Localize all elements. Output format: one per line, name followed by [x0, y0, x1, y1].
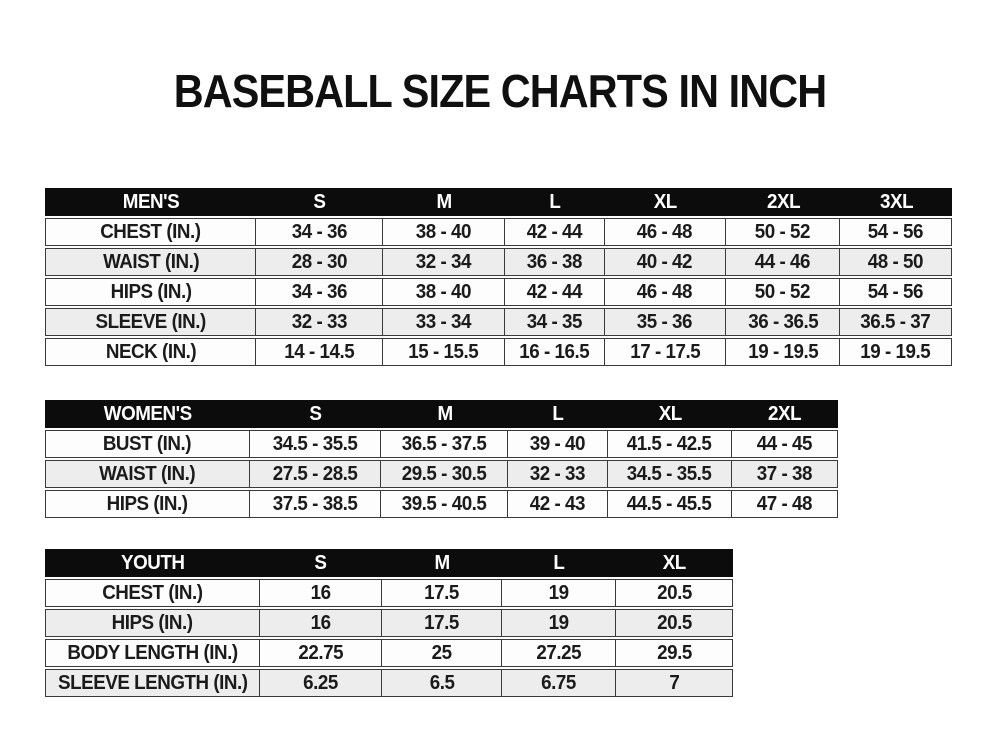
womens-value-cell-text: 37 - 38: [756, 462, 812, 485]
mens-value-cell-text: 36 - 36.5: [747, 310, 818, 333]
mens-value-cell-text: 50 - 52: [755, 280, 811, 303]
womens-size-header-s-text: S: [309, 402, 322, 425]
womens-size-header-l-text: L: [552, 402, 564, 425]
youth-value-cell: [382, 669, 502, 697]
mens-size-header-3xl-text: 3XL: [879, 190, 913, 213]
mens-size-header-s-text: S: [313, 190, 326, 213]
youth-value-cell: [502, 669, 616, 697]
mens-size-header-s: [256, 188, 383, 216]
mens-value-cell-text: 42 - 44: [526, 220, 582, 243]
youth-size-header-l-text: L: [553, 551, 565, 574]
youth-size-header-m: [382, 549, 502, 577]
mens-size-header-m-text: M: [436, 190, 452, 213]
mens-value-cell: [840, 308, 952, 336]
mens-value-cell-text: 46 - 48: [637, 220, 693, 243]
mens-value-cell-text: 34 - 35: [526, 310, 582, 333]
youth-measurement-row: [45, 609, 733, 637]
womens-row-label: [45, 490, 250, 518]
mens-value-cell-text: 40 - 42: [637, 250, 693, 273]
mens-row-label-text: WAIST (IN.): [102, 250, 199, 273]
youth-value-cell-text: 25: [431, 641, 452, 664]
mens-value-cell-text: 35 - 36: [637, 310, 693, 333]
womens-measurement-row: [45, 460, 838, 488]
youth-value-cell-text: 16: [310, 611, 331, 634]
mens-value-cell-text: 46 - 48: [637, 280, 693, 303]
youth-row-label: [45, 639, 260, 667]
youth-size-header-l: [502, 549, 616, 577]
womens-size-header-2xl: [732, 400, 838, 428]
youth-row-label-text: HIPS (IN.): [111, 611, 193, 634]
youth-size-header-m-text: M: [434, 551, 450, 574]
mens-value-cell: [505, 338, 605, 366]
womens-size-header-l: [508, 400, 608, 428]
womens-value-cell: [250, 430, 382, 458]
mens-value-cell-text: 14 - 14.5: [284, 340, 355, 363]
mens-value-cell: [840, 278, 952, 306]
womens-title-cell: [45, 400, 250, 428]
page-title: BASEBALL SIZE CHARTS IN INCH: [173, 65, 827, 117]
mens-value-cell: [256, 308, 383, 336]
mens-row-label: [45, 248, 256, 276]
youth-value-cell-text: 7: [669, 671, 679, 694]
mens-row-label-text: CHEST (IN.): [100, 220, 201, 243]
mens-value-cell-text: 50 - 52: [755, 220, 811, 243]
mens-size-header-2xl-text: 2XL: [766, 190, 800, 213]
mens-title-cell-text: MEN'S: [122, 190, 179, 213]
womens-value-cell-text: 44 - 45: [756, 432, 812, 455]
mens-size-header-xl: [605, 188, 727, 216]
youth-value-cell: [616, 609, 733, 637]
mens-table-grid: [45, 186, 952, 368]
mens-value-cell-text: 44 - 46: [755, 250, 811, 273]
mens-value-cell: [726, 278, 840, 306]
mens-value-cell-text: 36.5 - 37: [860, 310, 931, 333]
youth-value-cell: [502, 639, 616, 667]
womens-row-label-text: WAIST (IN.): [99, 462, 196, 485]
mens-value-cell: [505, 248, 605, 276]
womens-value-cell-text: 32 - 33: [529, 462, 586, 485]
youth-measurement-row: [45, 669, 733, 697]
womens-value-cell: [381, 430, 508, 458]
mens-value-cell-text: 38 - 40: [415, 280, 472, 303]
mens-value-cell-text: 19 - 19.5: [860, 340, 931, 363]
womens-value-cell: [381, 490, 508, 518]
womens-value-cell: [508, 460, 608, 488]
mens-measurement-row: [45, 248, 952, 276]
womens-row-label: [45, 460, 250, 488]
youth-title-cell: [45, 549, 260, 577]
mens-value-cell-text: 28 - 30: [291, 250, 347, 273]
womens-value-cell: [250, 490, 382, 518]
mens-size-header-xl-text: XL: [653, 190, 677, 213]
mens-value-cell-text: 17 - 17.5: [629, 340, 700, 363]
mens-value-cell-text: 15 - 15.5: [408, 340, 479, 363]
womens-value-cell: [508, 490, 608, 518]
mens-size-header-l-text: L: [549, 190, 561, 213]
youth-size-header-xl-text: XL: [662, 551, 687, 574]
mens-value-cell-text: 48 - 50: [868, 250, 924, 273]
womens-value-cell-text: 27.5 - 28.5: [272, 462, 358, 485]
mens-value-cell: [840, 338, 952, 366]
womens-value-cell-text: 34.5 - 35.5: [272, 432, 358, 455]
womens-value-cell: [508, 430, 608, 458]
mens-value-cell: [256, 248, 383, 276]
mens-value-cell: [505, 278, 605, 306]
mens-value-cell-text: 54 - 56: [868, 220, 924, 243]
mens-value-cell: [605, 338, 727, 366]
youth-value-cell-text: 29.5: [656, 641, 692, 664]
womens-row-label-text: BUST (IN.): [103, 432, 192, 455]
mens-value-cell: [840, 248, 952, 276]
womens-header-row: [45, 400, 838, 428]
mens-value-cell: [383, 248, 505, 276]
youth-value-cell-text: 20.5: [656, 581, 692, 604]
youth-row-label: [45, 669, 260, 697]
youth-value-cell: [382, 639, 502, 667]
womens-measurement-row: [45, 490, 838, 518]
youth-size-header-xl: [616, 549, 733, 577]
womens-value-cell: [732, 460, 838, 488]
womens-size-table: [45, 398, 838, 520]
womens-table-grid: [45, 398, 838, 520]
mens-measurement-row: [45, 218, 952, 246]
youth-row-label-text: BODY LENGTH (IN.): [67, 641, 238, 664]
womens-value-cell-text: 41.5 - 42.5: [626, 432, 712, 455]
youth-value-cell: [502, 609, 616, 637]
mens-value-cell-text: 38 - 40: [415, 220, 472, 243]
womens-value-cell-text: 39 - 40: [529, 432, 586, 455]
mens-value-cell-text: 32 - 34: [415, 250, 472, 273]
womens-size-header-2xl-text: 2XL: [768, 402, 802, 425]
youth-table-grid: [45, 547, 733, 699]
womens-value-cell-text: 36.5 - 37.5: [401, 432, 487, 455]
mens-size-header-l: [505, 188, 605, 216]
womens-size-header-m: [381, 400, 508, 428]
womens-value-cell: [608, 460, 732, 488]
womens-value-cell-text: 29.5 - 30.5: [401, 462, 487, 485]
youth-value-cell-text: 22.75: [298, 641, 343, 664]
womens-value-cell-text: 47 - 48: [756, 492, 812, 515]
mens-row-label: [45, 308, 256, 336]
mens-size-header-m: [383, 188, 505, 216]
womens-value-cell: [732, 430, 838, 458]
womens-value-cell-text: 44.5 - 45.5: [626, 492, 712, 515]
mens-value-cell-text: 19 - 19.5: [747, 340, 818, 363]
womens-value-cell-text: 37.5 - 38.5: [272, 492, 358, 515]
youth-value-cell: [382, 579, 502, 607]
mens-value-cell-text: 16 - 16.5: [519, 340, 590, 363]
mens-row-label-text: HIPS (IN.): [110, 280, 192, 303]
youth-value-cell: [260, 669, 382, 697]
mens-value-cell: [726, 248, 840, 276]
womens-value-cell: [608, 490, 732, 518]
mens-measurement-row: [45, 278, 952, 306]
mens-value-cell: [605, 248, 727, 276]
mens-measurement-row: [45, 338, 952, 366]
womens-row-label: [45, 430, 250, 458]
mens-value-cell: [256, 218, 383, 246]
mens-value-cell-text: 34 - 36: [291, 280, 347, 303]
youth-value-cell-text: 19: [548, 611, 569, 634]
youth-size-header-s: [260, 549, 382, 577]
youth-value-cell-text: 6.75: [541, 671, 577, 694]
youth-value-cell-text: 6.5: [429, 671, 455, 694]
youth-value-cell-text: 20.5: [656, 611, 692, 634]
mens-value-cell-text: 33 - 34: [415, 310, 472, 333]
mens-value-cell: [505, 308, 605, 336]
youth-header-row: [45, 549, 733, 577]
mens-value-cell-text: 34 - 36: [291, 220, 347, 243]
mens-size-header-3xl: [840, 188, 952, 216]
mens-row-label: [45, 278, 256, 306]
mens-value-cell: [383, 218, 505, 246]
youth-value-cell: [616, 579, 733, 607]
youth-value-cell-text: 19: [548, 581, 569, 604]
youth-title-cell-text: YOUTH: [120, 551, 185, 574]
youth-value-cell-text: 17.5: [424, 611, 460, 634]
mens-title-cell: [45, 188, 256, 216]
mens-row-label-text: NECK (IN.): [105, 340, 196, 363]
womens-value-cell-text: 34.5 - 35.5: [626, 462, 712, 485]
womens-size-header-m-text: M: [437, 402, 453, 425]
mens-value-cell: [726, 218, 840, 246]
youth-value-cell-text: 27.25: [536, 641, 582, 664]
womens-measurement-row: [45, 430, 838, 458]
mens-header-row: [45, 188, 952, 216]
womens-title-cell-text: WOMEN'S: [103, 402, 192, 425]
womens-row-label-text: HIPS (IN.): [106, 492, 188, 515]
youth-value-cell: [616, 669, 733, 697]
youth-value-cell: [260, 609, 382, 637]
womens-value-cell-text: 39.5 - 40.5: [401, 492, 487, 515]
mens-value-cell: [256, 278, 383, 306]
youth-size-table: [45, 547, 733, 699]
youth-value-cell-text: 6.25: [302, 671, 338, 694]
womens-value-cell: [250, 460, 382, 488]
mens-value-cell: [605, 308, 727, 336]
youth-row-label: [45, 609, 260, 637]
mens-value-cell: [605, 278, 727, 306]
mens-value-cell: [840, 218, 952, 246]
youth-value-cell-text: 17.5: [424, 581, 460, 604]
mens-value-cell-text: 54 - 56: [868, 280, 924, 303]
mens-value-cell-text: 42 - 44: [526, 280, 582, 303]
youth-row-label: [45, 579, 260, 607]
mens-size-table: [45, 186, 952, 368]
youth-value-cell-text: 16: [310, 581, 331, 604]
womens-value-cell: [381, 460, 508, 488]
womens-value-cell-text: 42 - 43: [529, 492, 586, 515]
mens-size-header-2xl: [726, 188, 840, 216]
youth-measurement-row: [45, 579, 733, 607]
womens-size-header-xl: [608, 400, 732, 428]
womens-size-header-xl-text: XL: [658, 402, 682, 425]
womens-value-cell: [732, 490, 838, 518]
mens-value-cell: [256, 338, 383, 366]
youth-measurement-row: [45, 639, 733, 667]
womens-size-header-s: [250, 400, 382, 428]
womens-value-cell: [608, 430, 732, 458]
mens-value-cell: [726, 308, 840, 336]
youth-row-label-text: CHEST (IN.): [102, 581, 203, 604]
youth-size-header-s-text: S: [314, 551, 327, 574]
mens-value-cell: [605, 218, 727, 246]
youth-value-cell: [260, 579, 382, 607]
youth-value-cell: [382, 609, 502, 637]
mens-row-label: [45, 218, 256, 246]
mens-value-cell: [505, 218, 605, 246]
mens-row-label-text: SLEEVE (IN.): [95, 310, 206, 333]
youth-row-label-text: SLEEVE LENGTH (IN.): [57, 671, 248, 694]
mens-value-cell: [383, 278, 505, 306]
youth-value-cell: [260, 639, 382, 667]
mens-value-cell: [726, 338, 840, 366]
mens-value-cell-text: 36 - 38: [526, 250, 582, 273]
mens-value-cell: [383, 338, 505, 366]
youth-value-cell: [616, 639, 733, 667]
youth-value-cell: [502, 579, 616, 607]
mens-value-cell: [383, 308, 505, 336]
mens-measurement-row: [45, 308, 952, 336]
mens-value-cell-text: 32 - 33: [291, 310, 347, 333]
mens-row-label: [45, 338, 256, 366]
